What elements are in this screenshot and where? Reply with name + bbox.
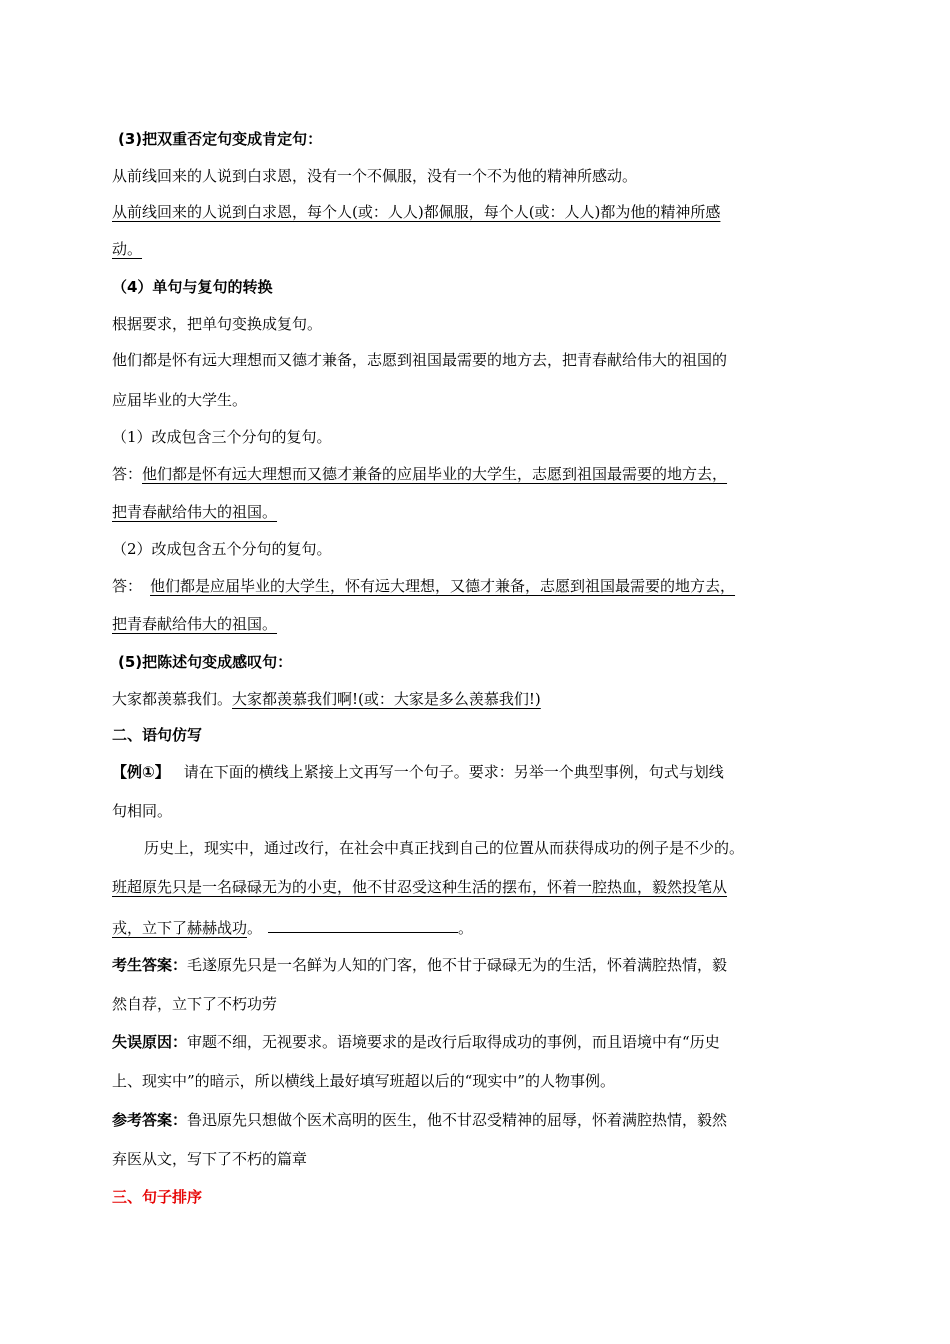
heading-exclamation: (5)把陈述句变成感叹句： [118,653,293,671]
answer-1-line2: 把青春献给伟大的祖国。 [112,503,278,521]
reference-text-line1: 鲁迅原先只想做个医术高明的医生，他不甘忍受精神的屈辱，怀着满腔热情，毅然 [187,1111,728,1129]
imitation-prompt-text: 请在下面的横线上紧接上文再写一个句子。要求：另举一个典型事例，句式与划线 [183,763,724,781]
reference-answer-line2: 弃医从文，写下了不朽的篇章 [112,1150,308,1168]
double-negative-answer-line2: 动。 [112,240,143,258]
imitation-blank-end: 。 [458,919,474,937]
simple-complex-instruction: 根据要求，把单句变换成复句。 [112,315,323,333]
answer-1-text-line1: 他们都是怀有远大理想而又德才兼备的应届毕业的大学生，志愿到祖国最需要的地方去， [142,465,728,483]
double-negative-original: 从前线回来的人说到白求恩，没有一个不佩服，没有一个不为他的精神所感动。 [112,167,638,185]
student-text-line1: 毛遂原先只是一名鲜为人知的门客，他不甘于碌碌无为的生活，怀着满腔热情，毅 [187,956,728,974]
heading-imitation: 二、语句仿写 [112,726,203,744]
reference-answer-line1 [112,1110,727,1130]
question-2: （2）改成包含五个分句的复句。 [112,540,332,558]
imitation-prompt-line1 [112,762,724,782]
simple-complex-sentence-line1: 他们都是怀有远大理想而又德才兼备，志愿到祖国最需要的地方去，把青春献给伟大的祖国的 [112,351,728,369]
error-text-line1: 审题不细，无视要求。语境要求的是改行后取得成功的事例，而且语境中有“历史 [187,1033,720,1051]
simple-complex-sentence-line2: 应届毕业的大学生。 [112,391,248,409]
exclamation-line [112,689,541,709]
imitation-underlined-line2: 戎，立下了赫赫战功 [112,919,248,937]
exclamation-original: 大家都羡慕我们。 [112,690,233,708]
reference-label: 参考答案： [112,1111,188,1129]
answer-blank[interactable] [268,916,458,933]
error-reason-line1 [112,1032,720,1052]
example-label: 【例①】 [112,763,170,781]
student-label: 考生答案： [112,956,188,974]
imitation-line2-tail: 。 [247,919,263,937]
answer-2-prefix: 答： [112,577,143,595]
answer-2-line2: 把青春献给伟大的祖国。 [112,615,278,633]
imitation-underlined-line1: 班超原先只是一名碌碌无为的小吏，他不甘忍受这种生活的摆布，怀着一腔热血，毅然投笔从 [112,878,728,896]
question-1: （1）改成包含三个分句的复句。 [112,428,332,446]
error-reason-line2: 上、现实中”的暗示，所以横线上最好填写班超以后的“现实中”的人物事例。 [112,1072,616,1090]
double-negative-answer-line1: 从前线回来的人说到白求恩，每个人(或：人人)都佩服，每个人(或：人人)都为他的精神所感 [112,203,721,221]
exclamation-answer: 大家都羡慕我们啊!(或：大家是多么羡慕我们!) [232,690,541,708]
answer-1-line1 [112,464,727,484]
answer-2-text-line1: 他们都是应届毕业的大学生，怀有远大理想，又德才兼备，志愿到祖国最需要的地方去， [150,577,736,595]
student-answer-line1 [112,955,727,975]
heading-sentence-ordering: 三、句子排序 [112,1188,203,1206]
imitation-prompt-line2: 句相同。 [112,802,173,820]
answer-2-line1 [112,576,735,596]
answer-1-prefix: 答： [112,465,143,483]
error-label: 失误原因： [112,1033,188,1051]
heading-double-negative: (3)把双重否定句变成肯定句： [118,130,323,148]
heading-simple-complex: （4）单句与复句的转换 [112,278,273,296]
imitation-context: 历史上，现实中，通过改行，在社会中真正找到自己的位置从而获得成功的例子是不少的。 [144,839,745,857]
imitation-line2 [112,916,473,938]
student-answer-line2: 然自荐，立下了不朽功劳 [112,995,278,1013]
